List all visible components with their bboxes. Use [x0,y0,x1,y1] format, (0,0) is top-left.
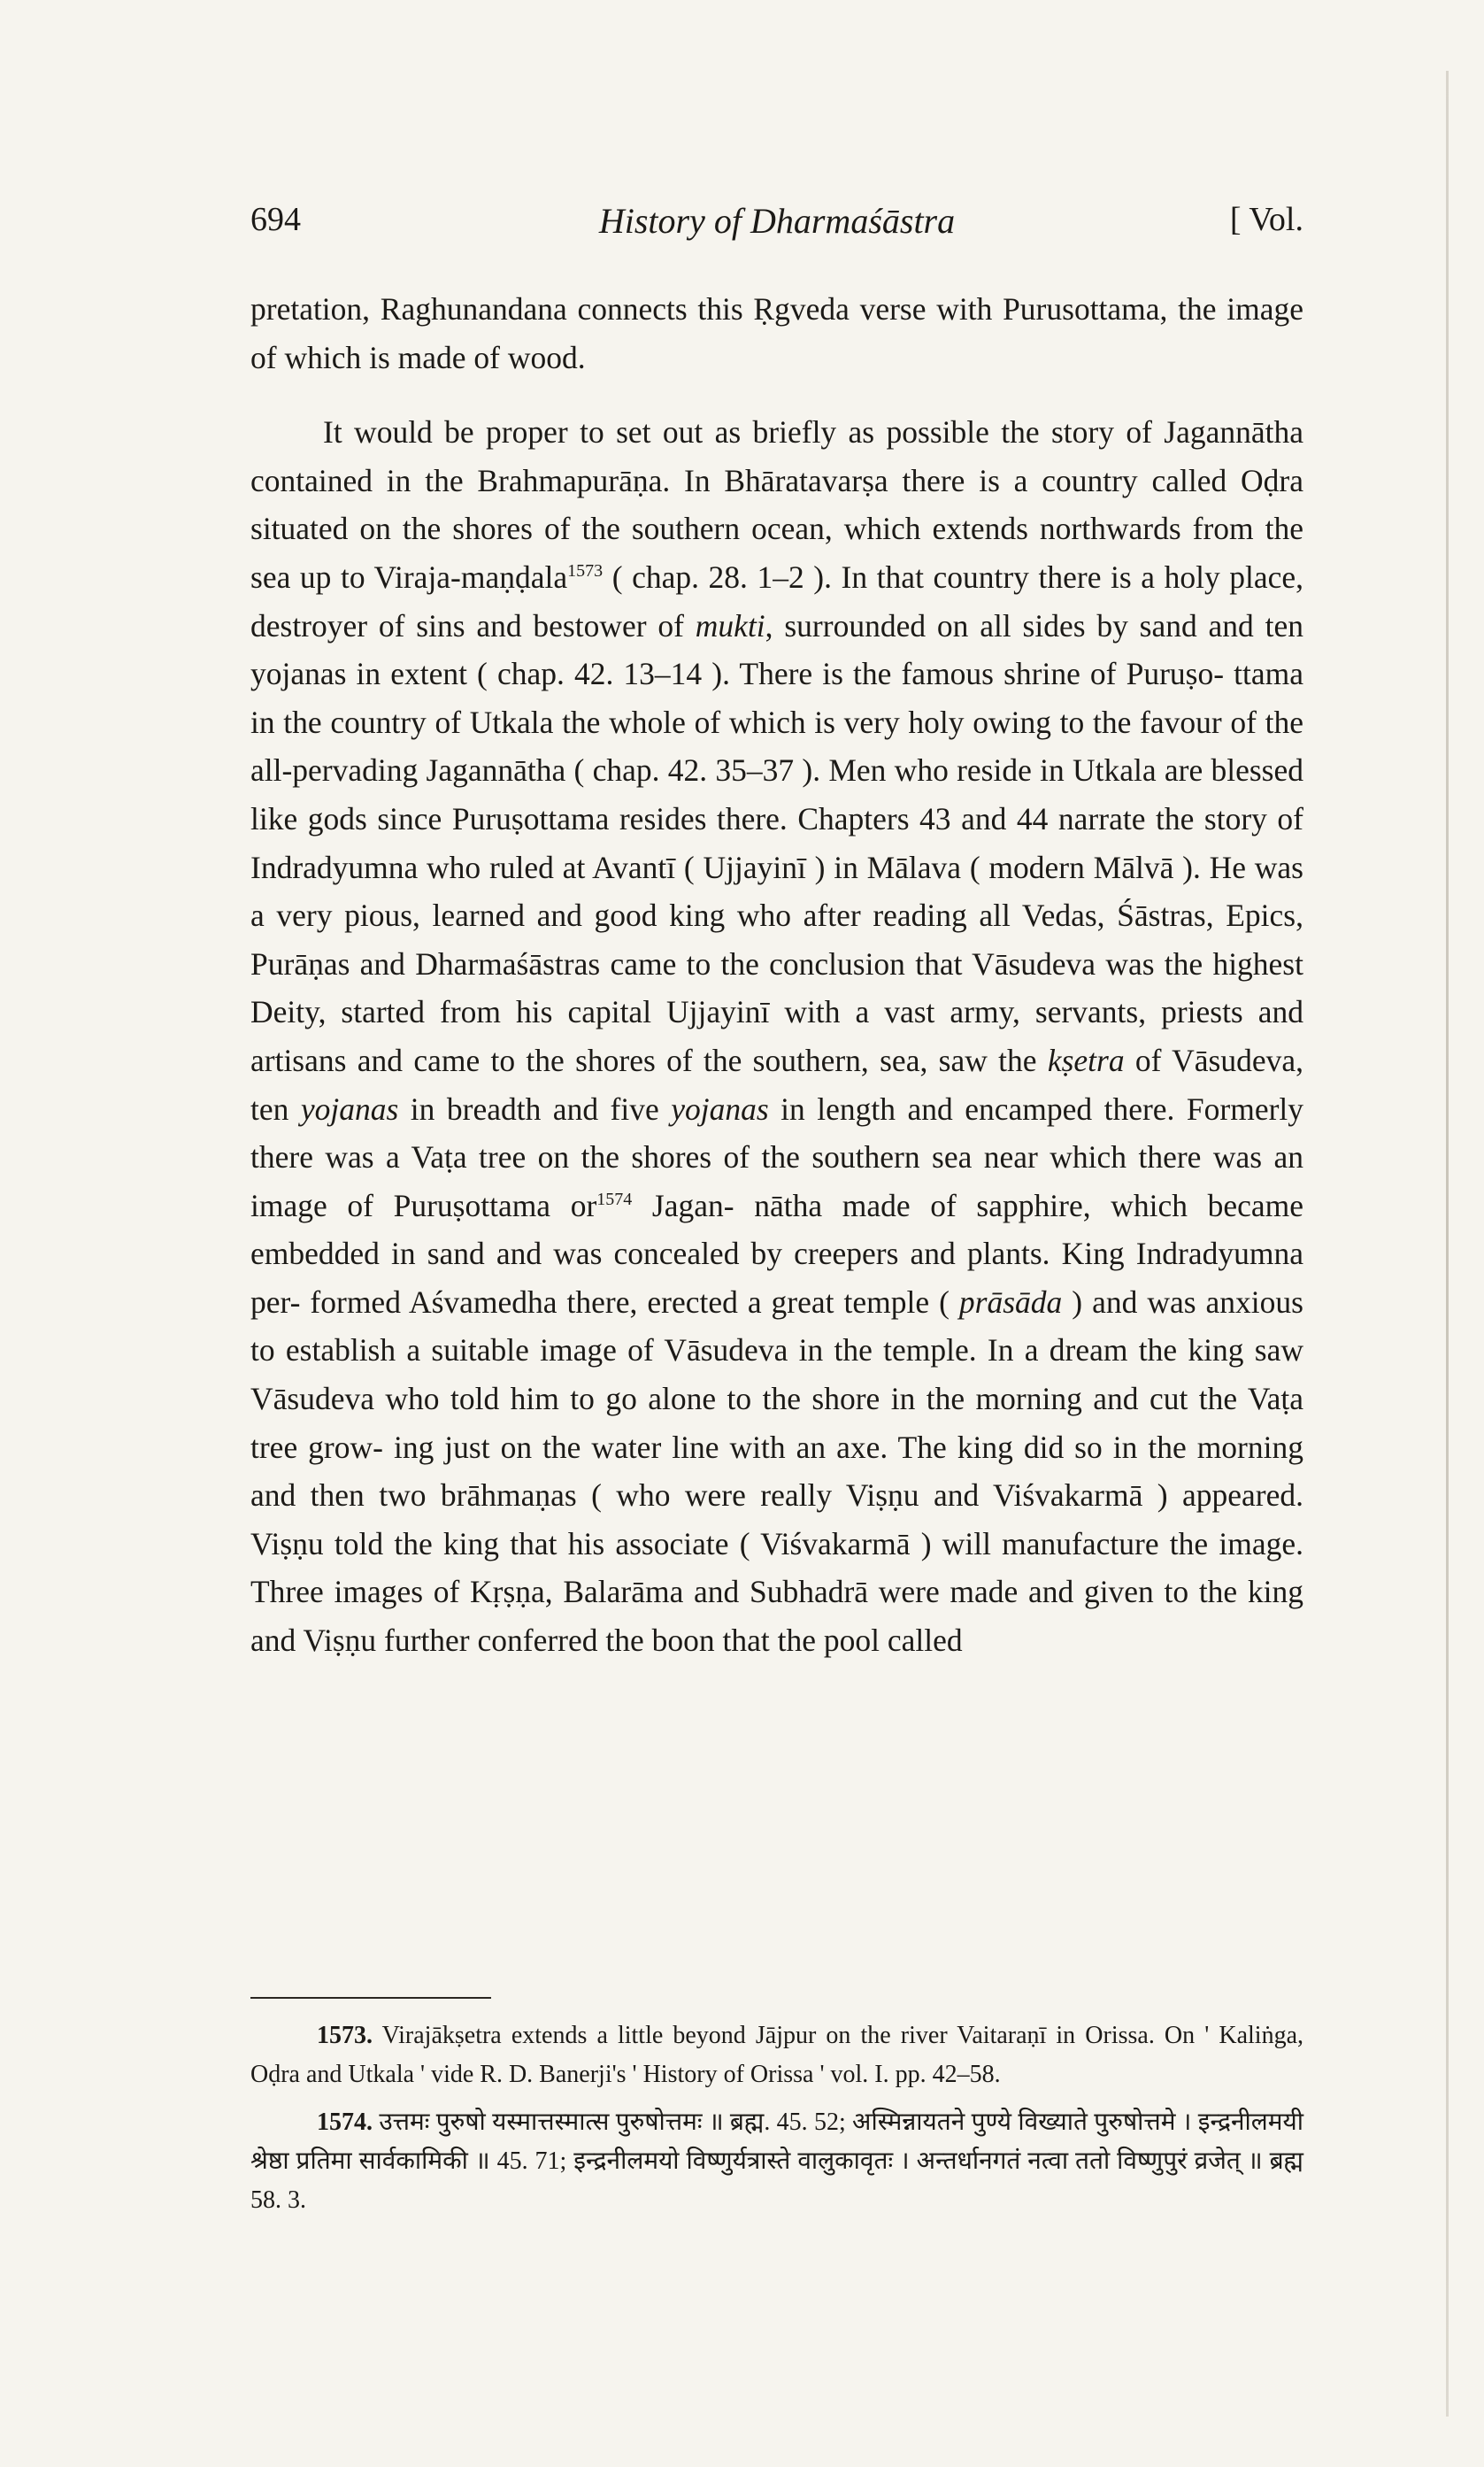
footnote-1573 [250,2016,1303,2094]
text-run: of Vāsudeva, ten [250,1042,1303,1127]
italic-term: kṣetra [1047,1042,1125,1078]
footnote-number: 1574. [317,2109,373,2136]
footnote-number: 1573. [317,2022,373,2049]
paragraph-continuation: pretation, Raghunandana connects this Ṛgveda verse with Purusottama, the image of which is made of wood. [250,291,1303,375]
paragraph-jagannatha-story [250,408,1303,1664]
page-number: 694 [250,201,301,238]
footnote-ref-1573: 1573 [567,561,604,582]
italic-term: prāsāda [958,1284,1063,1320]
italic-term: yojanas [300,1091,399,1127]
volume-label: [ Vol. [1229,201,1303,238]
running-header [250,200,1303,253]
footnote-separator [250,1997,491,1999]
text-run: It would be proper to set out as briefly as possible the story of Jagannātha contained in the Brahmapurāṇa. In Bhāratavarṣa there is a country called Oḍra situated on the shores of the southern ocean, which extends northwards from the sea up to Viraja-maṇḍala [250,414,1303,595]
footnote-ref-1574: 1574 [596,1189,633,1209]
running-title: History of Dharmaśāstra [598,201,956,241]
footnote-text: उत्तमः पुरुषो यस्मात्तस्मात्स पुरुषोत्तमः ॥ ब्रह्म. 45. 52; अस्मिन्नायतने पुण्ये विख्याते पुरुषोत्तमे । इन्द्रनीलमयी श्रेष्ठा प्रतिमा सार्वकामिकी ॥ 45. 71; इन्द्रनीलमयो विष्णुर्यत्रास्ते वालुकावृतः । अन्तर्धानगतं नत्वा ततो विष्णुपुरं व्रजेत् ॥ ब्रह्म 58. 3. [250,2109,1303,2214]
footnote-1574 [250,2103,1303,2220]
footnote-text: Virajākṣetra extends a little beyond Jājpur on the river Vaitaraṇī in Orissa. On ' Kaliṅga, Oḍra and Utkala ' vide R. D. Banerji's ' History of Orissa ' vol. I. pp. 42–58. [250,2022,1303,2088]
italic-term: mukti [695,607,765,644]
footnotes [250,2016,1303,2220]
text-run: in breadth and five [398,1091,672,1127]
text-run: ( chap. 28. 1–2 ). In that country there is a holy place, destroyer of sins and bestower of [250,559,1304,644]
text-run: in length and encamped there. Formerly there was a Vaṭa tree on the shores of the southern sea near which there was an image of Puruṣottama or [250,1091,1304,1223]
main-text [250,285,1303,1665]
scan-edge-line [1446,71,1449,2417]
text-run: , surrounded on all sides by sand and ten yojanas in extent ( chap. 42. 13–14 ). There is the famous shrine of Puruṣo- ttama in the country of Utkala the whole of which is very holy owing to the favour of the all-pervading Jagannātha ( chap. 42. 35–37 ). Men who reside in Utkala are blessed like gods since Puruṣottama resides there. Chapters 43 and 44 narrate the story of Indradyumna who ruled at Avantī ( Ujjayinī ) in Mālava ( modern Mālvā ). He was a very pious, learned and good king who after reading all Vedas, Śāstras, Epics, Purāṇas and Dharmaśāstras came to the conclusion that Vāsudeva was the highest Deity, started from his capital Ujjayinī with a vast army, servants, priests and artisans and came to the shores of the southern, sea, saw the [250,607,1303,1078]
text-run: ) and was anxious to establish a suitable image of Vāsudeva in the temple. In a dream the king saw Vāsudeva who told him to go alone to the shore in the morning and cut the Vaṭa tree grow- ing just on the water line with an axe. The king did so in the morning and then two brāhmaṇas ( who were really Viṣṇu and Viśvakarmā ) appeared. Viṣṇu told the king that his associate ( Viśvakarmā ) will manufacture the image. Three images of Kṛṣṇa, Balarāma and Subhadrā were made and given to the king and Viṣṇu further conferred the boon that the pool called [250,1284,1303,1659]
italic-term: yojanas [671,1091,769,1127]
text-run: Jagan- nātha made of sapphire, which became embedded in sand and was concealed by creepers and plants. King Indradyumna per- formed Aśvamedha there, erected a great temple ( [250,1187,1303,1320]
